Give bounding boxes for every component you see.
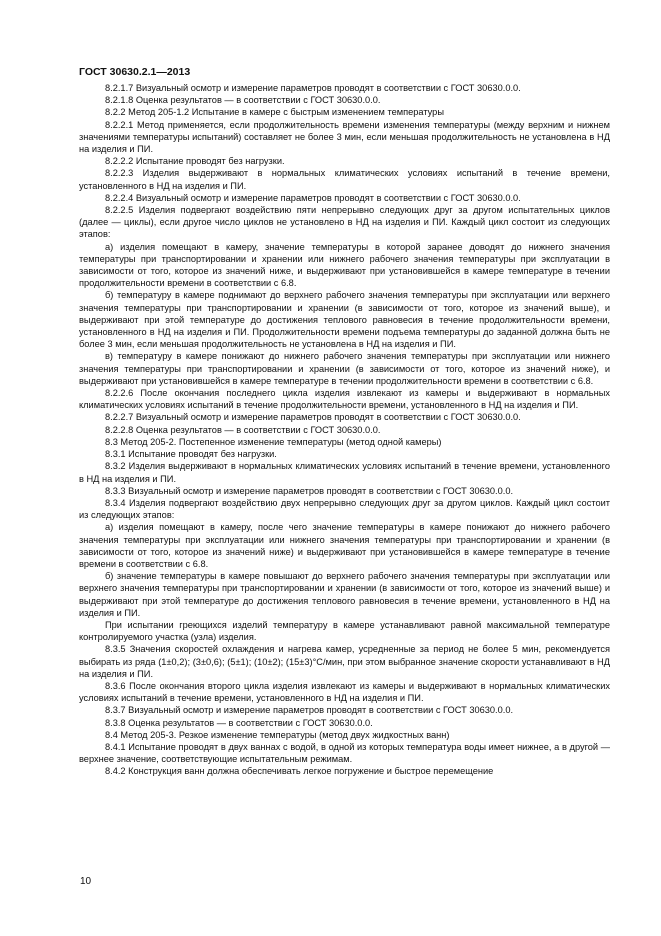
paragraph: 8.2.2.8 Оценка результатов — в соответствии с ГОСТ 30630.0.0. bbox=[105, 424, 381, 435]
paragraph: 8.2.1.7 Визуальный осмотр и измерение параметров проводят в соответствии с ГОСТ 30630.0.0. bbox=[105, 83, 521, 93]
paragraph: 8.2.2.1 Метод применяется, если продолжительность времени изменения температуры (между верхним и нижнем значениями температуры испытаний) составляет не более 3 мин, если меньшая продолжительность не установлена в НД на изделия и ПИ. bbox=[79, 119, 610, 155]
paragraph: 8.3.2 Изделия выдерживают в нормальных климатических условиях испытаний в течение времени, установленного в НД на изделия и ПИ. bbox=[79, 461, 610, 484]
paragraph: 8.2.2.7 Визуальный осмотр и измерение параметров проводят в соответствии с ГОСТ 30630.0.0. bbox=[105, 412, 521, 423]
paragraph: б) значение температуры в камере повышают до верхнего рабочего значения температуры при эксплуатации или верхнего значения температуры при транспортировании и хранении (в зависимости от того, которое из значений выше) и выдерживают при этой температуре до достижения теплового равновесия в течение времени, установленного в НД на изделия и ПИ. bbox=[79, 571, 610, 618]
paragraph: 8.3.6 После окончания второго цикла изделия извлекают из камеры и выдерживают в нормальных климатических условиях испытаний в течение времени, установленного в НД на изделия и ПИ. bbox=[79, 680, 610, 704]
paragraph: 8.4.1 Испытание проводят в двух ваннах с водой, в одной из которых температура воды имеет нижнее, а в другой — верхнее значение, соответствующие испытательным режимам. bbox=[79, 741, 610, 765]
paragraph: 8.2.2.5 Изделия подвергают воздействию пяти непрерывно следующих друг за другом испытательных циклов (далее — циклы), если другое число циклов не установлено в НД на изделия и ПИ. Каждый цикл состоит из следующих этапов: bbox=[79, 205, 610, 240]
paragraph: 8.3.8 Оценка результатов — в соответствии с ГОСТ 30630.0.0. bbox=[105, 717, 373, 728]
paragraph: в) температуру в камере понижают до нижнего рабочего значения температуры при эксплуатации или нижнего значения температуры при транспортировании и хранении (в зависимости от того, которое из значений ниже), и выдерживают при установившейся в камере температуре в течении продолжительности времени в соответствии с 6.8. bbox=[79, 351, 610, 386]
paragraph: 8.2.2.2 Испытание проводят без нагрузки. bbox=[105, 156, 285, 167]
paragraph: 8.4.2 Конструкция ванн должна обеспечивать легкое погружение и быстрое перемещение bbox=[105, 766, 494, 777]
paragraph: 8.3.5 Значения скоростей охлаждения и нагрева камер, усредненные за период не более 5 мин, рекомендуется выбирать из ряда (1±0,2); (3±0,6); (5±1); (10±2); (15±3)°С/мин, при этом выбранное значение скорости устанавливают в НД на изделия и ПИ. bbox=[79, 644, 610, 679]
paragraph: 8.2.2 Метод 205-1.2 Испытание в камере с быстрым изменением температуры bbox=[105, 107, 444, 118]
document-body bbox=[79, 82, 610, 778]
paragraph: 8.2.1.8 Оценка результатов — в соответствии с ГОСТ 30630.0.0. bbox=[105, 95, 381, 106]
paragraph: 8.4 Метод 205-3. Резкое изменение температуры (метод двух жидкостных ванн) bbox=[105, 729, 450, 740]
paragraph: 8.2.2.4 Визуальный осмотр и измерение параметров проводят в соответствии с ГОСТ 30630.0.0. bbox=[105, 192, 521, 203]
paragraph: 8.2.2.3 Изделия выдерживают в нормальных климатических условиях испытаний в течение времени, установленного в НД на изделия и ПИ. bbox=[79, 168, 610, 191]
paragraph: 8.3.1 Испытание проводят без нагрузки. bbox=[105, 449, 277, 460]
paragraph: 8.3.7 Визуальный осмотр и измерение параметров проводят в соответствии с ГОСТ 30630.0.0. bbox=[105, 705, 514, 716]
page-number: 10 bbox=[80, 876, 92, 887]
paragraph: а) изделия помещают в камеру, после чего значение температуры в камере понижают до нижнего рабочего значения температуры при эксплуатации или нижнего значения температуры при транспортировании и хранении (в зависимости от того, которое из значений ниже) и выдерживают при установившейся в камере температуре в течение времени в соответствии с 6.8. bbox=[79, 522, 610, 569]
paragraph: 8.3.4 Изделия подвергают воздействию двух непрерывно следующих друг за другом циклов. Каждый цикл состоит из следующих этапов: bbox=[79, 497, 610, 521]
paragraph: а) изделия помещают в камеру, значение температуры в которой заранее доводят до нижнего значения температуры при транспортировании и хранении или нижнего рабочего значения температуры при эксплуатации в зависимости от того, которое из значений ниже, и выдерживают при установившейся в камере температуре в течении продолжительности времени в соответствии с 6.8. bbox=[79, 241, 610, 289]
document-header: ГОСТ 30630.2.1—2013 bbox=[79, 66, 191, 78]
paragraph: б) температуру в камере поднимают до верхнего рабочего значения температуры при эксплуатации или верхнего значения температуры при транспортировании и хранении (в зависимости от того, которое из значений выше), и выдерживают при этой температуре до достижения теплового равновесия в течение продолжительности времени, установленного в НД на изделия и ПИ. Продолжительности времени подъема температуры до заданной должна быть не более 3 мин, если меньшая продолжительность не установлена в НД на изделия и ПИ. bbox=[79, 290, 610, 350]
paragraph: 8.2.2.6 После окончания последнего цикла изделия извлекают из камеры и выдерживают в нормальных климатических условиях испытаний в течение продолжительности времени, установленного в НД на изделия и ПИ. bbox=[79, 388, 610, 411]
paragraph: 8.3 Метод 205-2. Постепенное изменение температуры (метод одной камеры) bbox=[105, 436, 442, 447]
paragraph: При испытании греющихся изделий температуру в камере устанавливают равной максимальной температуре контролируемого участка (узла) изделия. bbox=[79, 619, 610, 643]
paragraph: 8.3.3 Визуальный осмотр и измерение параметров проводят в соответствии с ГОСТ 30630.0.0. bbox=[105, 485, 514, 496]
